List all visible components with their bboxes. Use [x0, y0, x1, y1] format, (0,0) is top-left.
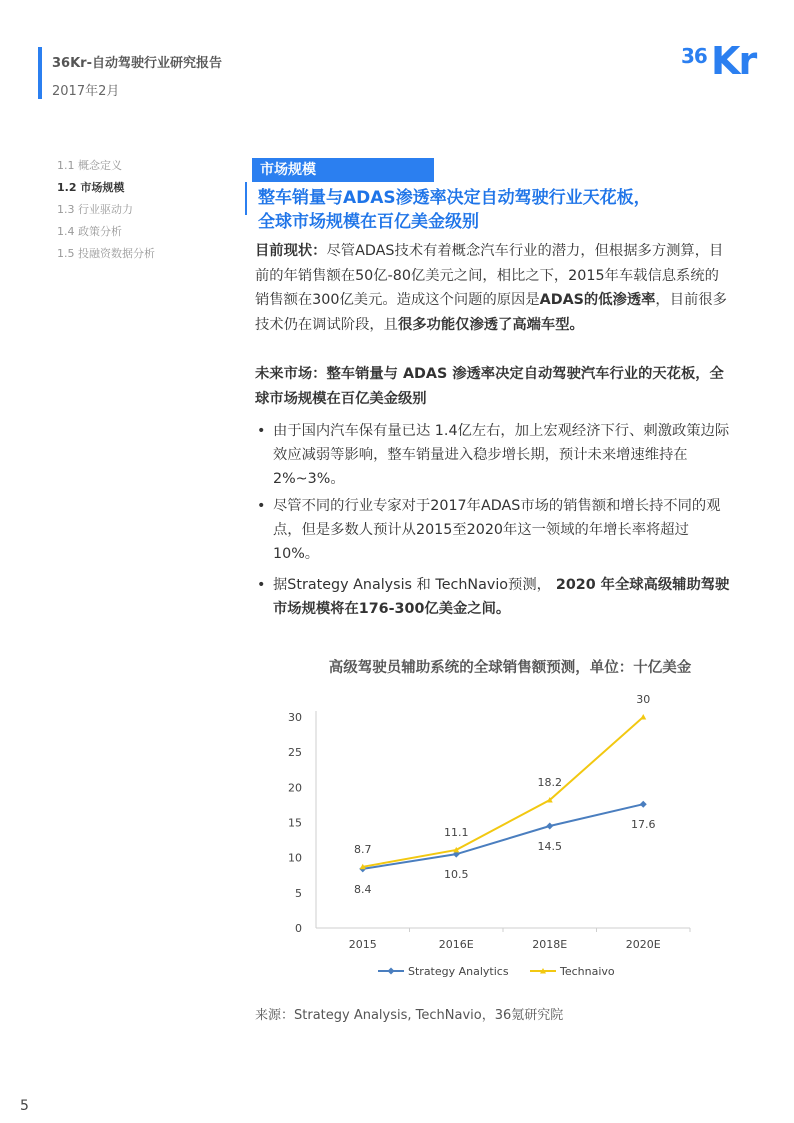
x-tick-label: 2016E [438, 938, 474, 951]
toc-item-market-size[interactable]: 1.2 市场规模 [57, 181, 125, 194]
bullet-text-3-bold: 2020 年全球高级辅助驾驶市场规模将在176-300亿美金之间。 [273, 577, 730, 617]
legend-entry: Technaivo [560, 965, 615, 978]
data-label: 30 [636, 693, 651, 706]
table-of-contents [57, 155, 155, 265]
y-tick-label: 25 [288, 746, 302, 760]
toc-item-policy[interactable]: 1.4 政策分析 [57, 225, 122, 238]
y-tick-label: 15 [288, 816, 302, 830]
bullet-item-3 [257, 573, 733, 621]
current-status-paragraph [255, 239, 733, 337]
bullet-text-3: 据Strategy Analysis 和 TechNavio预测， [273, 577, 551, 593]
data-label: 8.7 [354, 842, 372, 856]
toc-item-concept[interactable]: 1.1 概念定义 [57, 159, 122, 172]
bullet-dot: • [257, 498, 266, 514]
data-point [640, 801, 647, 808]
logo-number: 36 [681, 44, 707, 68]
bullet-text-1: 由于国内汽车保有量已达 1.4亿左右，加上宏观经济下行、刺激政策边际效应减弱等影响，整车销量进入稳步增长期，预计未来增速维持在 2%~3%。 [273, 423, 730, 487]
toc-item-investment[interactable]: 1.5 投融资数据分析 [57, 247, 155, 260]
forecast-line-chart [250, 690, 700, 990]
bullet-dot: • [257, 577, 266, 593]
current-status-bold-2: 很多功能仅渗透了高端车型。 [397, 316, 584, 333]
current-status-lead: 目前现状： [255, 243, 327, 259]
header-accent-bar [38, 47, 42, 99]
y-tick-label: 30 [288, 711, 302, 724]
y-tick-label: 20 [288, 781, 302, 795]
legend-marker [388, 968, 395, 975]
y-tick-label: 5 [295, 886, 302, 900]
x-tick-label: 2018E [532, 938, 568, 951]
source-note: 来源：Strategy Analysis, TechNavio，36氪研究院 [255, 1008, 564, 1023]
y-tick-label: 10 [288, 851, 302, 865]
y-tick-label: 0 [295, 922, 302, 935]
current-status-bold-1: ADAS的低渗透率 [539, 292, 656, 308]
toc-item-drivers[interactable]: 1.3 行业驱动力 [57, 203, 133, 216]
logo-letters: Kr [711, 39, 756, 83]
section-tag: 市场规模 [252, 158, 434, 182]
heading-rule [245, 182, 247, 215]
bullet-text-2: 尽管不同的行业专家对于2017年ADAS市场的销售额和增长持不同的观点，但是多数人预计从2015至2020年这一领域的年增长率将超过10%。 [273, 498, 721, 562]
x-tick-label: 2015 [348, 938, 377, 951]
data-label: 14.5 [537, 840, 562, 854]
data-label: 11.1 [444, 825, 469, 839]
data-point [640, 714, 646, 720]
report-date: 2017年2月 [52, 84, 120, 99]
legend-entry: Strategy Analytics [408, 965, 509, 978]
series-line [363, 717, 644, 867]
data-point [546, 823, 553, 830]
chart-title: 高级驾驶员辅助系统的全球销售额预测，单位：十亿美金 [328, 660, 692, 676]
data-label: 8.4 [354, 882, 372, 896]
page-number: 5 [20, 1098, 29, 1114]
heading-line-2: 全球市场规模在百亿美金级别 [258, 212, 479, 232]
data-label: 17.6 [631, 818, 656, 832]
data-label: 10.5 [444, 868, 469, 882]
section-heading [258, 186, 728, 234]
bullet-dot: • [257, 423, 266, 439]
current-status-text-1: 尽管ADAS技术有着概念汽车行业的潜力，但根据多方测算，目前的年销售额在50亿-80亿美元之间，相比之下，2015年车载信息系统的销售额在300亿美元。造成这个问题的原因是 [255, 243, 724, 308]
current-status-text-2: ，目前很多技术仍在调试阶段，且 [255, 292, 727, 333]
future-market-paragraph: 未来市场：整车销量与 ADAS 渗透率决定自动驾驶汽车行业的天花板，全球市场规模在百亿美金级别 [255, 366, 724, 407]
data-label: 18.2 [537, 775, 562, 789]
report-title: 36Kr-自动驾驶行业研究报告 [52, 56, 222, 71]
heading-line-1: 整车销量与ADAS渗透率决定自动驾驶行业天花板， [258, 188, 651, 208]
bullet-item-2 [257, 494, 733, 566]
bullet-item-1 [257, 419, 733, 491]
x-tick-label: 2020E [625, 938, 661, 951]
